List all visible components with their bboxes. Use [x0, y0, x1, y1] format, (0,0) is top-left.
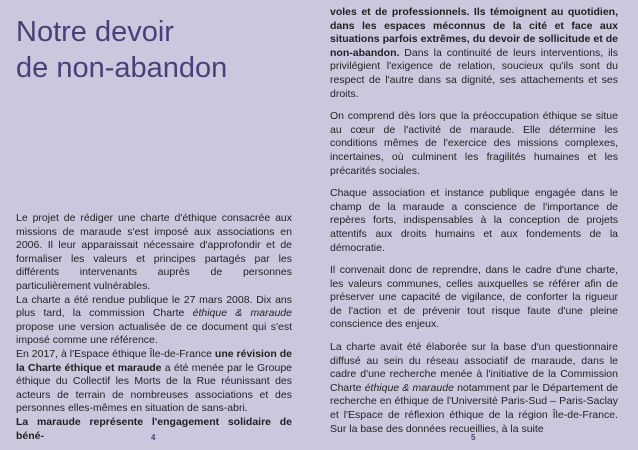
paragraph: Il convenait donc de reprendre, dans le cadre d'une charte, les valeurs communes, celles auxquelles se référer afin de préserver une capacité de vigilance, de conforter la rigueur de l'action et de prévenir tout risque faute d'une pleine conscience des enjeux. — [330, 264, 618, 331]
title-line-1: Notre devoir — [16, 16, 174, 48]
paragraph — [16, 348, 292, 416]
emphasis-text: éthique & maraude — [192, 307, 292, 320]
paragraph-text: a été menée par le Groupe éthique du Collectif les Morts de la Rue réunissant des acteurs de terrain de nombreuses associations et des personnes elles-mêmes en situation de sans-abri. — [16, 361, 293, 415]
bold-text: La maraude représente l'engagement solidaire de béné- — [16, 415, 292, 442]
paragraph-text: propose une version actualisée de ce document qui s'est imposé comme une référence. — [16, 320, 292, 347]
emphasis-text: éthique & maraude — [364, 381, 454, 394]
paragraph-text: notamment par le Département de recherche en éthique de l'Université Paris-Sud – Paris-Saclay et l'Espace de réflexion éthique de la région Île-de-France. Sur la base des données recueillies, à la suite — [330, 381, 618, 435]
paragraph-text: Dans la continuité de leurs interventions, ils privilégient l'exigence de relation, soucieux qu'ils sont du respect de l'autre dans sa dignité, ses attachements et ses droits. — [330, 46, 618, 100]
page-number: 5 — [471, 433, 476, 442]
bold-text: voles et de professionnels. Ils témoignent au quotidien, dans les espaces méconnus de la cité et face aux situations parfois extrêmes, du devoir de sollicitude et de non-abandon. — [330, 6, 618, 59]
paragraph-text: La charte a été rendue publique le 27 mars 2008. Dix ans plus tard, la commission Charte — [16, 293, 292, 320]
bold-text: une révision de la Charte éthique et maraude — [16, 347, 292, 374]
left-page — [0, 0, 310, 450]
paragraph-text: La charte avait été élaborée sur la base d'un questionnaire diffusé au sein du réseau associatif de maraude, dans le cadre d'une recherche menée à l'initiative de la Commission Charte — [330, 341, 618, 394]
paragraph — [330, 341, 618, 436]
paragraph-text: Le projet de rédiger une charte d'éthique consacrée aux missions de maraude s'est imposé aux associations en 2006. Il leur apparaissait nécessaire d'approfondir et de formaliser les valeurs et principes partagés par les différents intervenants auprès de personnes particulièrement vulnérables. — [16, 212, 292, 292]
paragraph — [16, 294, 292, 348]
right-body-text — [330, 6, 618, 445]
right-page — [310, 0, 638, 450]
paragraph — [330, 6, 618, 101]
left-body-text — [16, 212, 292, 443]
page-number: 4 — [151, 433, 156, 442]
paragraph: On comprend dès lors que la préoccupation éthique se situe au cœur de l'activité de maraude. Elle détermine les conditions mêmes de l'exercice des missions complexes, incertaines, où culminent les fragilités humaines et les précarités sociales. — [330, 110, 618, 177]
page-title — [16, 14, 227, 86]
paragraph: Chaque association et instance publique engagée dans le champ de la maraude a conscience de l'importance de repères forts, indispensables à la conception de projets attentifs aux droits humains et aux fondements de la démocratie. — [330, 187, 618, 254]
paragraph — [16, 212, 292, 294]
paragraph-text: En 2017, à l'Espace éthique Île-de-France — [16, 347, 215, 360]
title-line-2: de non-abandon — [16, 52, 228, 84]
